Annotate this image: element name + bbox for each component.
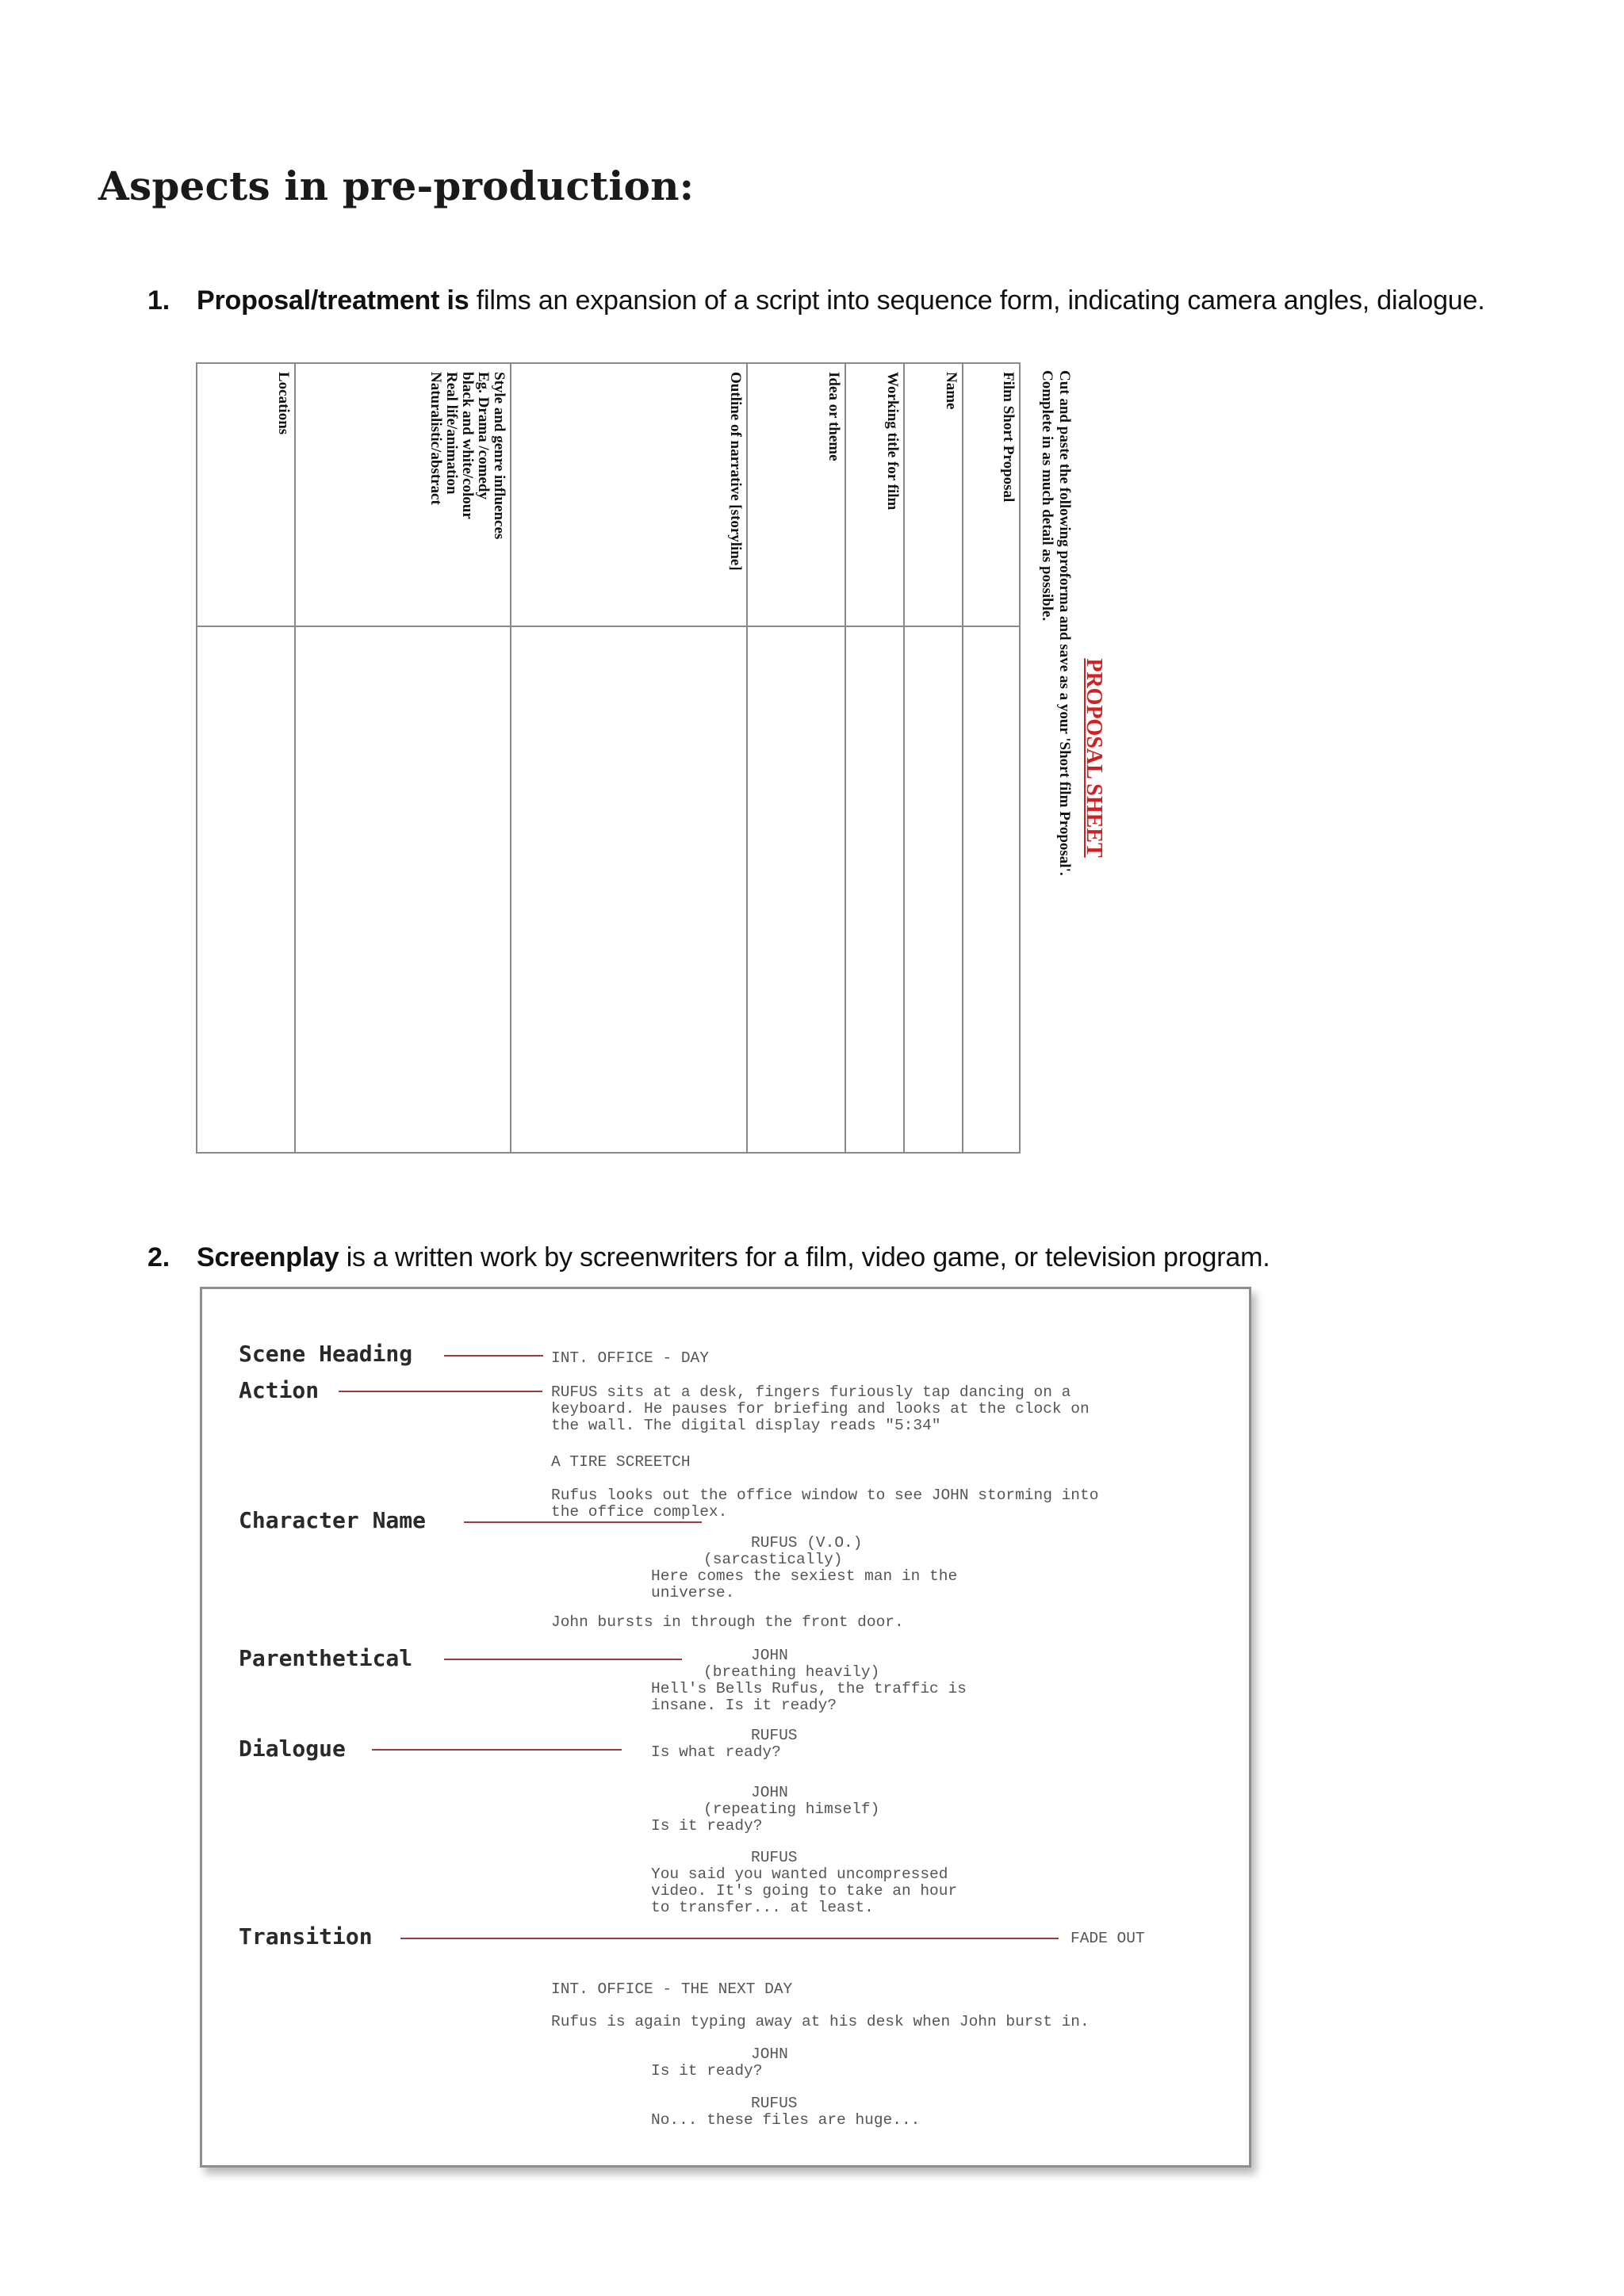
script-parenthetical: (breathing heavily) xyxy=(703,1663,880,1681)
row-label: Film Short Proposal xyxy=(963,363,1020,626)
script-character: RUFUS xyxy=(751,2095,798,2112)
row-field xyxy=(511,626,747,1153)
item-term: Proposal/treatment is xyxy=(197,285,469,316)
script-dialogue: Is it ready? xyxy=(651,1817,763,1835)
script-character: JOHN xyxy=(751,1784,788,1801)
pointer-line xyxy=(444,1355,543,1357)
script-scene-heading: INT. OFFICE - THE NEXT DAY xyxy=(551,1980,793,1998)
row-label: Name xyxy=(904,363,963,626)
label-action: Action xyxy=(239,1377,320,1403)
pointer-line xyxy=(400,1938,1059,1939)
item-term: Screenplay xyxy=(197,1242,339,1272)
proposal-sheet-title: PROPOSAL SHEET xyxy=(1082,658,1106,858)
pointer-line xyxy=(444,1659,682,1660)
script-action: A TIRE SCREETCH xyxy=(551,1453,691,1471)
item-text: films an expansion of a script into sequence form, indicating camera angles, dialogue. xyxy=(469,285,1485,316)
script-dialogue: Is it ready? xyxy=(651,2062,763,2080)
script-parenthetical: (repeating himself) xyxy=(703,1800,880,1818)
script-dialogue: Is what ready? xyxy=(651,1743,781,1761)
row-label: Idea or theme xyxy=(747,363,845,626)
proposal-sheet xyxy=(275,362,1116,1154)
row-label: Locations xyxy=(197,363,295,626)
script-character: JOHN xyxy=(751,1647,788,1664)
script-character: RUFUS xyxy=(751,1727,798,1744)
script-action: Rufus looks out the office window to see JOHN storming into the office complex. xyxy=(551,1487,1099,1521)
row-label: Working title for film xyxy=(845,363,904,626)
instruction-line: Cut and paste the following proforma and save as a your 'Short film Proposal'. xyxy=(1056,370,1073,876)
row-label: Style and genre influences Eg. Drama /comedy black and white/colour Real life/animation Naturalistic/abstract xyxy=(295,363,511,626)
pointer-line xyxy=(372,1749,622,1751)
pointer-line xyxy=(464,1521,702,1523)
script-action: Rufus is again typing away at his desk when John burst in. xyxy=(551,2013,1090,2030)
row-field xyxy=(197,626,295,1153)
label-parenthetical: Parenthetical xyxy=(239,1645,413,1671)
screenplay-example-image xyxy=(200,1287,1251,2168)
page-title: Aspects in pre-production: xyxy=(98,163,695,209)
script-character: RUFUS xyxy=(751,1849,798,1866)
list-item-proposal xyxy=(147,285,1484,316)
row-field xyxy=(963,626,1020,1153)
script-character: RUFUS (V.O.) xyxy=(751,1534,863,1552)
proposal-form-table xyxy=(196,362,1021,1154)
proposal-sheet-image xyxy=(275,362,1116,1154)
row-label: Outline of narrative [storyline] xyxy=(511,363,747,626)
script-dialogue: Here comes the sexiest man in the universe. xyxy=(651,1567,958,1601)
row-field xyxy=(904,626,963,1153)
script-dialogue: No... these files are huge... xyxy=(651,2111,921,2129)
label-dialogue: Dialogue xyxy=(239,1735,346,1762)
script-action: John bursts in through the front door. xyxy=(551,1613,904,1631)
label-scene-heading: Scene Heading xyxy=(239,1341,413,1367)
proposal-sheet-instructions xyxy=(1038,370,1073,1084)
label-transition: Transition xyxy=(239,1923,373,1950)
row-field xyxy=(295,626,511,1153)
pointer-line xyxy=(339,1391,542,1392)
script-dialogue: Hell's Bells Rufus, the traffic is insane. Is it ready? xyxy=(651,1680,967,1714)
script-dialogue: You said you wanted uncompressed video. It's going to take an hour to transfer... at least. xyxy=(651,1866,958,1916)
script-character: JOHN xyxy=(751,2045,788,2063)
item-text: is a written work by screenwriters for a film, video game, or television program. xyxy=(339,1242,1270,1272)
script-scene-heading: INT. OFFICE - DAY xyxy=(551,1349,709,1367)
script-action: RUFUS sits at a desk, fingers furiously tap dancing on a keyboard. He pauses for briefing and looks at the clock on the wall. The digital display reads "5:34" xyxy=(551,1383,1090,1434)
row-field xyxy=(747,626,845,1153)
instruction-line: Complete in as much detail as possible. xyxy=(1039,370,1055,622)
list-item-screenplay xyxy=(147,1242,1270,1273)
item-number: 1. xyxy=(147,285,170,316)
row-field xyxy=(845,626,904,1153)
label-character-name: Character Name xyxy=(239,1507,427,1533)
script-parenthetical: (sarcastically) xyxy=(703,1551,843,1568)
item-number: 2. xyxy=(147,1242,170,1272)
script-transition: FADE OUT xyxy=(1071,1930,1145,1947)
